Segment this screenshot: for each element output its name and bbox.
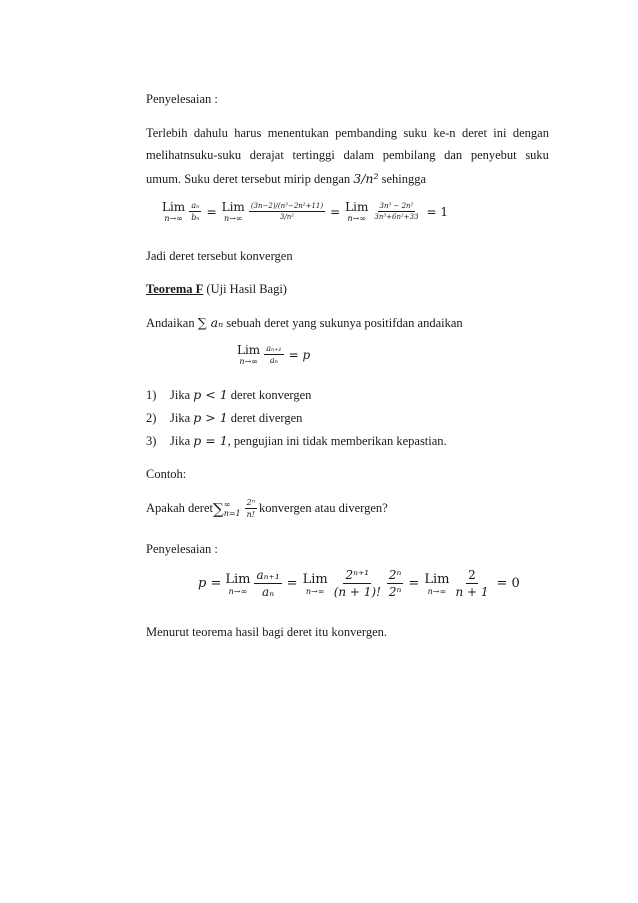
sum-notation: ∑ aₙ — [197, 315, 224, 330]
paragraph-line-2 — [146, 148, 549, 163]
limit-operator: Lim n→∞ — [345, 200, 369, 223]
solution-heading-2: Penyelesaian : — [146, 542, 218, 556]
rule-2: 2) Jika p > 1 deret divergen — [146, 410, 303, 425]
limit-operator: Lim n→∞ — [237, 343, 261, 366]
limit-operator: Lim n→∞ — [225, 571, 251, 596]
conclusion-convergent: Jadi deret tersebut konvergen — [146, 249, 293, 263]
fraction-factorial: $\frac{\text{2ⁿ⁺¹}}{(n + 1)!}$ — [333, 568, 381, 599]
paragraph-word: dengan — [512, 126, 549, 140]
paragraph-word: menentukan — [267, 126, 329, 140]
limit-operator: Lim n→∞ — [302, 571, 328, 596]
paragraph-line-3 — [146, 171, 426, 187]
line3-tail: sehingga — [378, 172, 427, 186]
line3-math: 3/n² — [353, 171, 379, 186]
fraction-simplified: $\frac{2}{n + 1}$ — [455, 568, 489, 599]
fraction-an-bn: $\frac{\text{aₙ}}{\text{bₙ}}$ — [191, 201, 200, 222]
rule-3: 3) Jika p = 1, pengujian ini tidak memberikan kepastian. — [146, 433, 447, 448]
theorem-statement: Andaikan ∑ aₙ sebuah deret yang sukunya positifdan andaikan — [146, 315, 463, 330]
paragraph-word: dahulu — [193, 126, 228, 140]
fraction-ratio: $\frac{\text{(3n−2)/(n³−2n²+11)}}{\text{3/n²}}$ — [250, 202, 324, 221]
fraction-ratio: $\frac{\text{aₙ₊₁}}{\text{aₙ}}$ — [256, 568, 280, 599]
equation-limit-comparison: Lim n→∞ $\frac{\text{aₙ}}{\text{bₙ}}$ = Lim n→∞ $\frac{\text{(3n−2)/(n³−2n²+11)}}{\text{3/n²}}$ = Lim n→∞ $\frac{\text{3n³ − 2n²}}{\text{3n³+6n²+33}}$ = 1 — [162, 200, 449, 223]
equation-result: = 0 — [496, 576, 520, 591]
limit-operator: Lim n→∞ — [162, 200, 186, 223]
solution-heading: Penyelesaian : — [146, 92, 218, 106]
theorem-title: Teorema F — [146, 282, 204, 296]
example-question: Apakah deret ∑ ∞ n=1 $\frac{\text{2ⁿ}}{n!}$ konvergen atau divergen? — [146, 498, 388, 519]
sigma-symbol: ∑ — [212, 499, 224, 518]
fraction-term: $\frac{\text{2ⁿ}}{n!}$ — [246, 498, 256, 519]
limit-operator: Lim n→∞ — [221, 200, 245, 223]
fraction-power: $\frac{\text{2ⁿ}}{\text{2ⁿ}}$ — [388, 568, 402, 599]
paragraph-word: pembanding — [335, 126, 397, 140]
fraction-ratio: $\frac{\text{aₙ₊₁}}{\text{aₙ}}$ — [266, 344, 282, 365]
fraction-simplified: $\frac{\text{3n³ − 2n²}}{\text{3n³+6n²+33}}$ — [374, 202, 419, 221]
limit-operator: Lim n→∞ — [424, 571, 450, 596]
paragraph-word: ini — [493, 126, 507, 140]
paragraph-line-1 — [146, 126, 549, 141]
conclusion-2: Menurut teorema hasil bagi deret itu konvergen. — [146, 625, 388, 639]
paragraph-word: melihatnsuku-suku — [146, 148, 242, 162]
theorem-heading — [146, 282, 287, 297]
p-equals: p = — [198, 576, 222, 591]
paragraph-word: ke-n — [433, 126, 456, 140]
paragraph-word: suku — [525, 148, 549, 162]
paragraph-word: Terlebih — [146, 126, 188, 140]
paragraph-word: penyebut — [470, 148, 517, 162]
paragraph-word: pembilang — [382, 148, 436, 162]
paragraph-word: harus — [234, 126, 262, 140]
equation-ratio-limit — [235, 343, 310, 366]
theorem-subtitle: (Uji Hasil Bagi) — [203, 282, 287, 296]
paragraph-word: suku — [403, 126, 427, 140]
rule-1: 1) Jika p < 1 deret konvergen — [146, 387, 312, 402]
sum-bounds: ∞ n=1 — [223, 499, 241, 518]
line3-text: umum. Suku deret tersebut mirip dengan — [146, 172, 354, 186]
paragraph-word: dalam — [343, 148, 375, 162]
paragraph-word: dan — [444, 148, 463, 162]
paragraph-word: tertinggi — [292, 148, 335, 162]
paragraph-word: derajat — [249, 148, 284, 162]
example-label: Contoh: — [146, 467, 187, 481]
equation-result: = p — [288, 347, 311, 362]
paragraph-word: deret — [461, 126, 487, 140]
equation-ratio-test: p = Lim n→∞ $\frac{\text{aₙ₊₁}}{\text{aₙ}}$ = Lim n→∞ $\frac{\text{2ⁿ⁺¹}}{(n + 1)!}$ $\frac{\text{2ⁿ}}{\text{2ⁿ}}$ = Lim n→∞ $\frac{2}{n + 1}$ = 0 — [198, 568, 520, 599]
equation-result: = 1 — [426, 204, 449, 219]
